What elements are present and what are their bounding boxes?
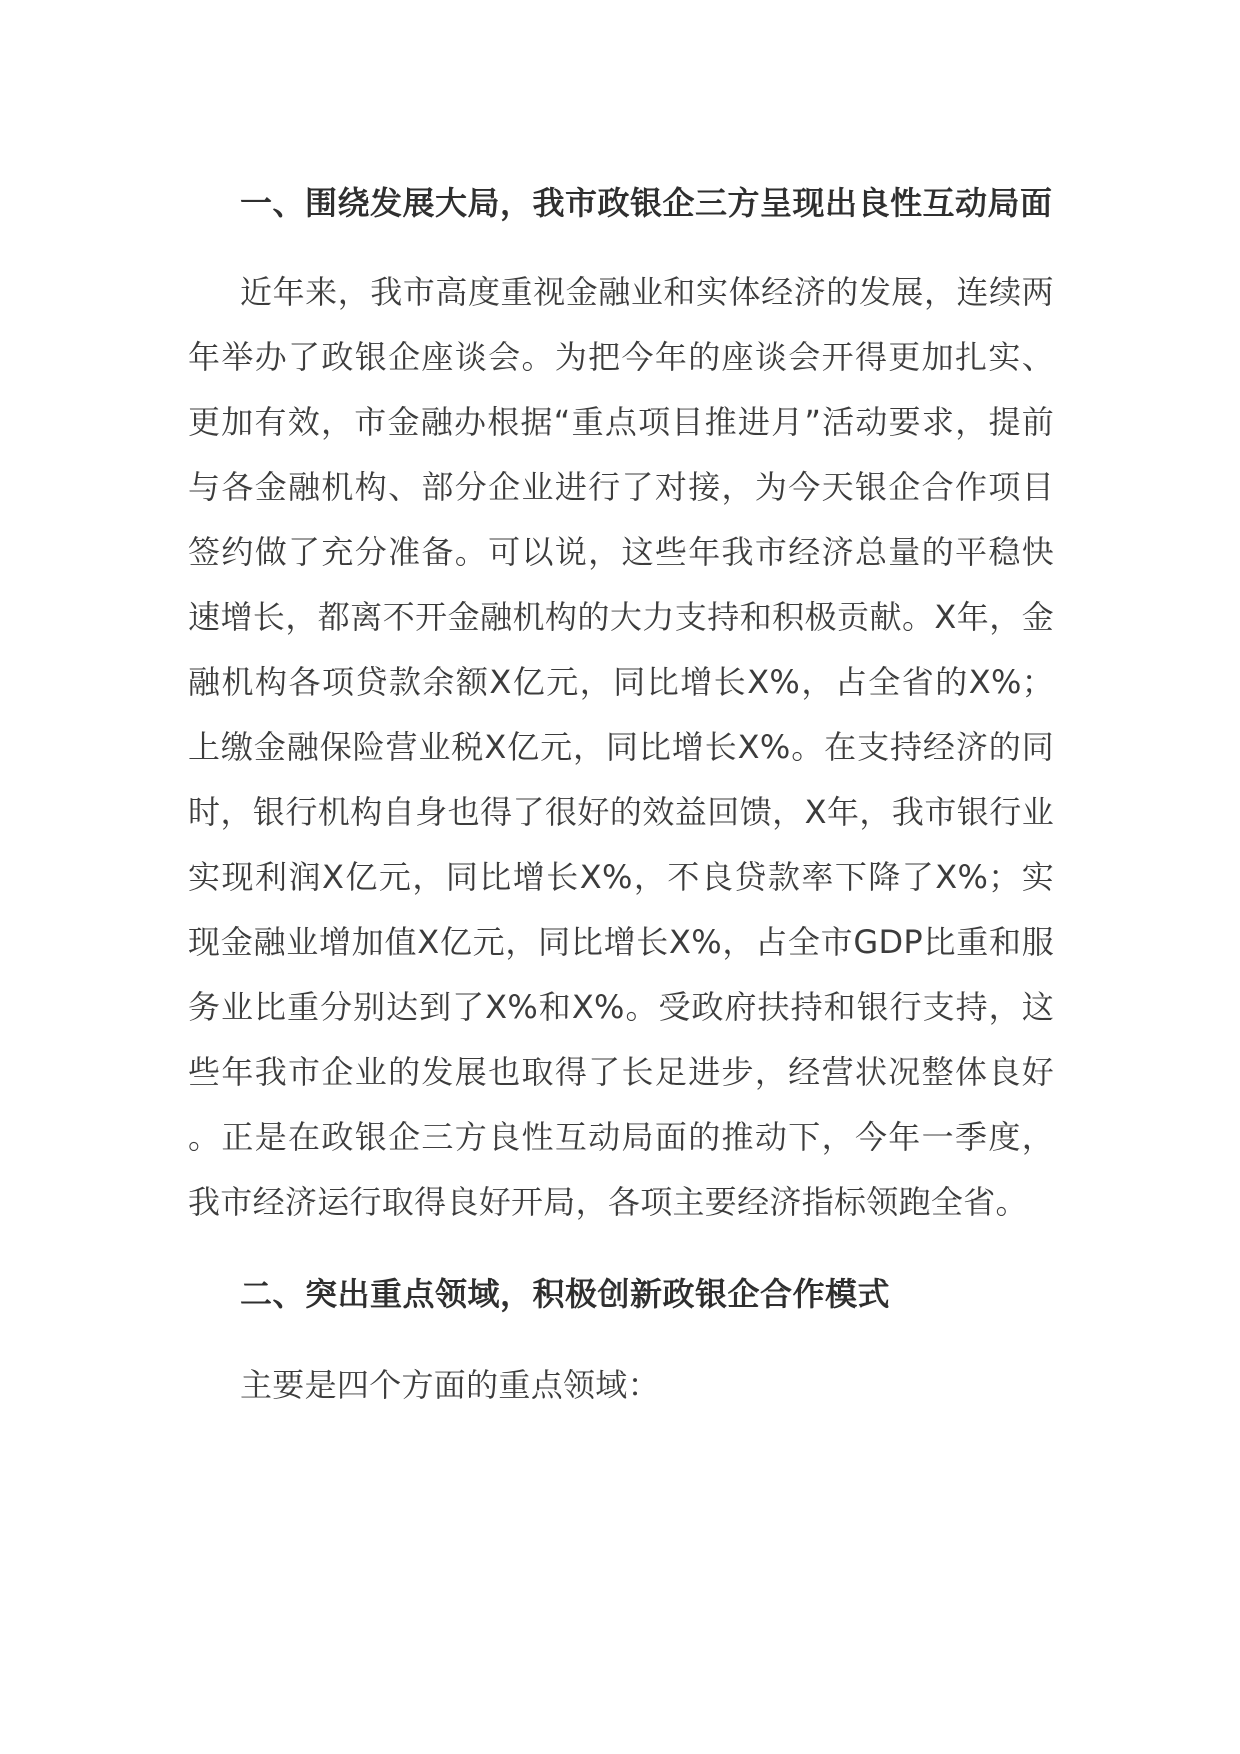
body-paragraph-2: 主要是四个方面的重点领域： <box>240 1366 660 1404</box>
body-paragraph-1: 近年来，我市高度重视金融业和实体经济的发展，连续两年举办了政银企座谈会。为把今年的座谈会开得更加扎实、更加有效，市金融办根据“重点项目推进月”活动要求，提前与各金融机构、部分企业进行了对接，为今天银企合作项目签约做了充分准备。可以说，这些年我市经济总量的平稳快速增长，都离不开金融机构的大力支持和积极贡献。X年，金融机构各项贷款余额X亿元，同比增长X%，占全省的X%；上缴金融保险营业税X亿元，同比增长X%。在支持经济的同时，银行机构自身也得了很好的效益回馈，X年，我市银行业实现利润X亿元，同比增长X%，不良贷款率下降了X%；实现金融业增加值X亿元，同比增长X%，占全市GDP比重和服务业比重分别达到了X%和X%。受政府扶持和银行支持，这些年我市企业的发展也取得了长足进步，经营状况整体良好。正是在政银企三方良性互动局面的推动下，今年一季度，我市经济运行取得良好开局，各项主要经济指标领跑全省。 <box>188 273 1054 1221</box>
section-heading-1: 一、围绕发展大局，我市政银企三方呈现出良性互动局面 <box>240 184 1053 222</box>
document-body <box>188 170 1054 1418</box>
section-heading-2: 二、突出重点领域，积极创新政银企合作模式 <box>240 1275 891 1313</box>
